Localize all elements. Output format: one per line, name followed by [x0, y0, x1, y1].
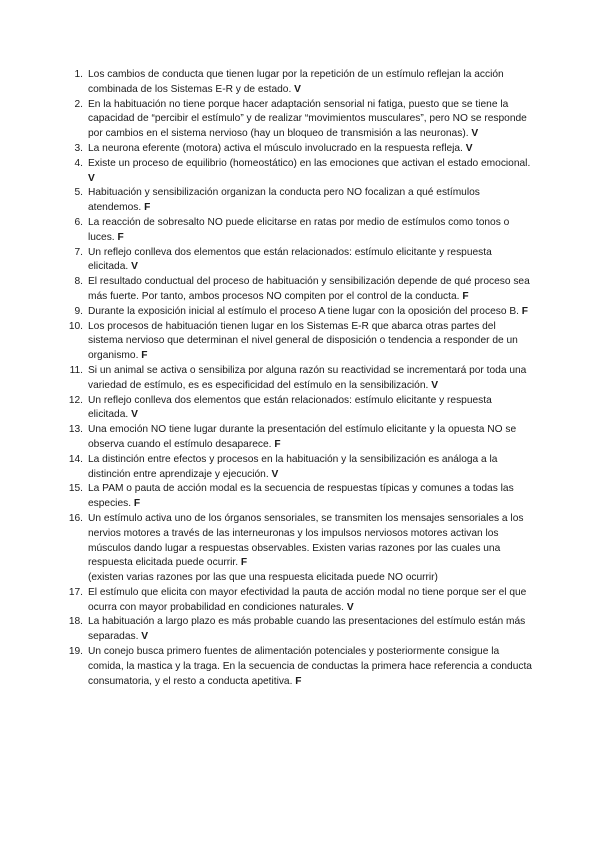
- question-number: 12.: [68, 394, 83, 406]
- question-item: [68, 586, 532, 616]
- question-text: La distinción entre efectos y procesos en la habituación y la sensibilización es análoga a la distinción entre aprendizaje y ejecución.: [88, 453, 498, 480]
- answer-label: F: [240, 557, 248, 569]
- answer-label: V: [294, 83, 301, 95]
- question-item: [68, 320, 532, 364]
- question-item: [68, 423, 532, 453]
- question-item: [74, 275, 532, 305]
- answer-label: F: [133, 498, 141, 510]
- answer-label: V: [131, 409, 138, 421]
- answer-note: (existen varias razones por las que una respuesta elicitada puede NO ocurrir): [88, 572, 438, 584]
- question-number: 10.: [68, 320, 83, 332]
- answer-label: V: [471, 128, 479, 140]
- question-item: [69, 364, 532, 394]
- question-number: 4.: [74, 157, 83, 169]
- question-text: Los procesos de habituación tienen lugar en los Sistemas E-R que abarca otras partes del sistema nervioso que determinan el nivel general de disposición o tendencia a responder de un organismo.: [88, 320, 518, 362]
- answer-label: V: [346, 601, 354, 613]
- question-text: La reacción de sobresalto NO puede elicitarse en ratas por medio de estímulos como tonos o luces.: [88, 216, 510, 243]
- question-number: 9.: [74, 305, 83, 317]
- question-text: La habituación a largo plazo es más probable cuando las presentaciones del estímulo están más separadas.: [88, 616, 526, 643]
- answer-label: F: [295, 675, 302, 687]
- question-number: 5.: [74, 187, 83, 199]
- question-text: Habituación y sensibilización organizan la conducta pero NO focalizan a qué estímulos atendemos.: [88, 187, 480, 214]
- answer-label: V: [431, 379, 438, 391]
- answer-label: V: [141, 631, 149, 643]
- answer-label: F: [144, 202, 151, 214]
- question-text: Un reflejo conlleva dos elementos que están relacionados: estímulo elicitante y respuesta elicitada.: [88, 394, 492, 421]
- question-text: Durante la exposición inicial al estímulo el proceso A tiene lugar con la oposición del proceso B.: [88, 305, 519, 317]
- question-item: [68, 394, 532, 424]
- question-item: [68, 512, 532, 586]
- question-text: Un conejo busca primero fuentes de alimentación potenciales y posteriormente consigue la comida, la mastica y la traga. En la secuencia de conductas la primera hace referencia a conducta consumatoria, y el resto a conducta apetitiva.: [88, 646, 532, 687]
- question-text: Si un animal se activa o sensibiliza por alguna razón su reactividad se incrementará por toda una variedad de estímulo, es es especificidad del estímulo en la sensibilización.: [88, 364, 527, 391]
- question-number: 16.: [68, 512, 83, 524]
- question-list: [68, 68, 532, 689]
- answer-label: F: [274, 438, 281, 450]
- answer-label: V: [88, 172, 95, 184]
- question-number: 11.: [69, 364, 83, 376]
- answer-label: V: [131, 261, 138, 273]
- question-text: La PAM o pauta de acción modal es la secuencia de respuestas típicas y comunes a todas las especies.: [88, 483, 514, 510]
- question-text: Un reflejo conlleva dos elementos que están relacionados: estímulo elicitante y respuesta elicitada.: [88, 246, 492, 273]
- question-number: 3.: [74, 142, 83, 154]
- question-number: 6.: [74, 216, 83, 228]
- question-item: [74, 186, 532, 216]
- question-number: 1.: [74, 69, 83, 80]
- question-item: [68, 615, 532, 645]
- answer-label: V: [271, 468, 279, 480]
- question-number: 19.: [68, 646, 83, 658]
- question-text: El resultado conductual del proceso de habituación y sensibilización depende de qué proceso sea más fuerte. Por tanto, ambos procesos NO compiten por el control de la conducta.: [88, 276, 530, 302]
- question-item: [74, 305, 532, 320]
- question-item: [74, 246, 532, 276]
- question-number: 15.: [68, 483, 83, 495]
- question-item: [68, 645, 532, 689]
- question-number: 2.: [74, 98, 83, 110]
- question-text: Los cambios de conducta que tienen lugar por la repetición de un estímulo reflejan la acción combinada de los Sistemas E-R y de estado.: [88, 69, 504, 95]
- question-text: Una emoción NO tiene lugar durante la presentación del estímulo elicitante y la opuesta NO se observa cuando el estímulo desaparece.: [88, 424, 517, 450]
- answer-label: F: [462, 290, 469, 302]
- question-text: Existe un proceso de equilibrio (homeostático) en las emociones que activan el estado emocional.: [88, 157, 531, 169]
- question-text: El estímulo que elicita con mayor efectividad la pauta de acción modal no tiene porque ser el que ocurra con mayor probabilidad en condiciones naturales.: [88, 586, 527, 613]
- answer-label: F: [141, 350, 148, 362]
- question-number: 17.: [68, 586, 83, 598]
- question-item: [74, 98, 532, 142]
- question-number: 13.: [68, 424, 83, 436]
- question-text: En la habituación no tiene porque hacer adaptación sensorial ni fatiga, puesto que se tiene la capacidad de “percibir el estímulo” y de realizar “movimientos musculares”, pero NO se responde por cambios en el sistema nervioso (hay un bloqueo de transmisión a las neuronas).: [88, 98, 527, 140]
- question-item: [68, 482, 532, 512]
- question-item: [74, 142, 532, 157]
- answer-label: F: [117, 231, 124, 243]
- answer-label: F: [521, 305, 529, 317]
- question-number: 7.: [74, 246, 83, 258]
- question-item: [68, 453, 532, 483]
- question-number: 8.: [74, 276, 83, 288]
- question-item: [74, 157, 532, 187]
- question-text: La neurona eferente (motora) activa el músculo involucrado en la respuesta refleja.: [88, 142, 463, 154]
- question-number: 18.: [68, 616, 83, 628]
- question-number: 14.: [68, 453, 83, 465]
- question-text: Un estímulo activa uno de los órganos sensoriales, se transmiten los mensajes sensoriales a los nervios motores a través de las interneuronas y los impulsos nerviosos motores activan los músculos dando lugar a respuestas observables. Existen varias razones por las cuales una respuesta elicitada puede ocurrir.: [88, 512, 524, 569]
- question-item: [74, 68, 532, 98]
- question-item: [74, 216, 532, 246]
- answer-label: V: [465, 142, 473, 154]
